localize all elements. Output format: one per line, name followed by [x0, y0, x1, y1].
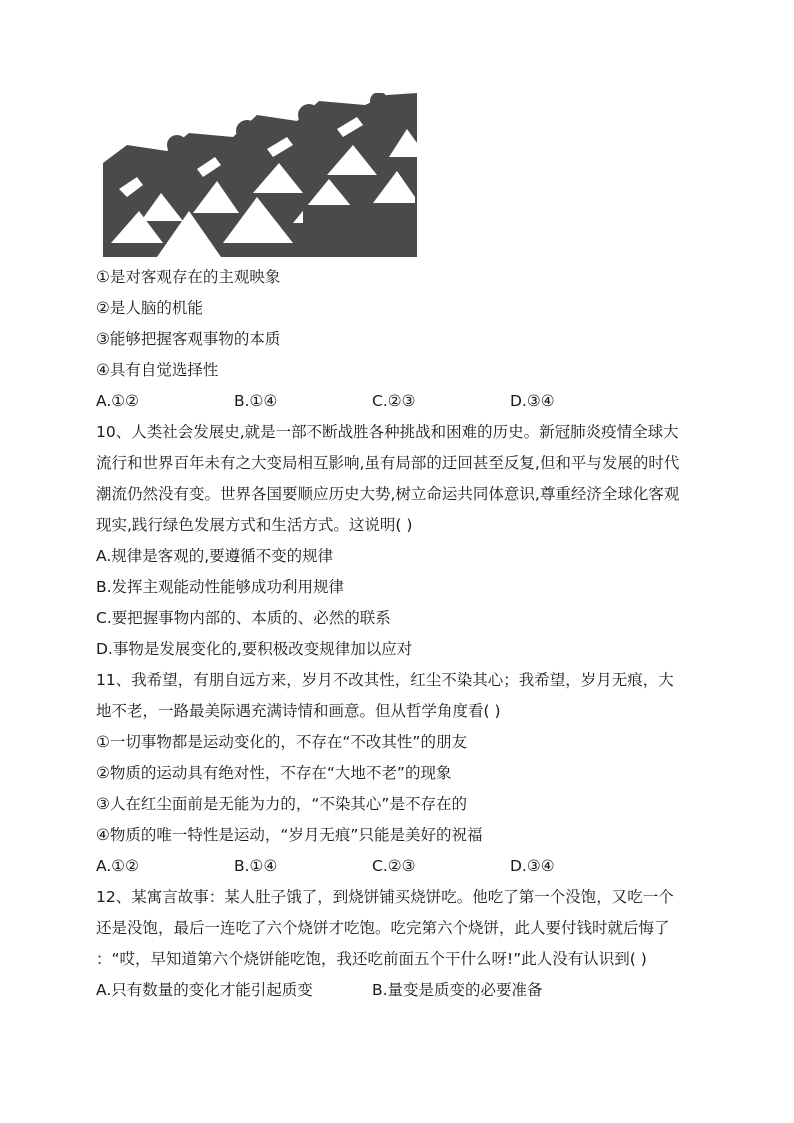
climbing-figures-image [97, 93, 421, 257]
q11-option-d: D.③④ [510, 857, 555, 875]
q12-stem-line-1: 12、某寓言故事：某人肚子饿了，到烧饼铺买烧饼吃。他吃了第一个没饱，又吃一个 [96, 888, 674, 906]
q11-options [96, 851, 716, 882]
q10-option-b: B.发挥主观能动性能够成功利用规律 [96, 578, 345, 596]
q12-stem-line-2: 还是没饱，最后一连吃了六个烧饼才吃饱。吃完第六个烧饼，此人要付钱时就后悔了 [96, 919, 670, 937]
q10-option-d: D.事物是发展变化的,要积极改变规律加以应对 [96, 640, 413, 658]
q10-stem-line-3: 潮流仍然没有变。世界各国要顺应历史大势,树立命运共同体意识,尊重经济全球化客观 [96, 485, 680, 503]
q9-option-a: A.①② [96, 392, 140, 410]
question-content [96, 262, 716, 1006]
q10-option-a: A.规律是客观的,要遵循不变的规律 [96, 547, 334, 565]
q9-statement-1: ①是对客观存在的主观映象 [96, 268, 281, 286]
q11-option-a: A.①② [96, 857, 140, 875]
q10-stem-line-1: 10、人类社会发展史,就是一部不断战胜各种挑战和困难的历史。新冠肺炎疫情全球大 [96, 423, 679, 441]
q11-stem-line-1: 11、我希望，有朋自远方来，岁月不改其性，红尘不染其心；我希望，岁月无痕，大 [96, 671, 674, 689]
q10-stem-line-4: 现实,践行绿色发展方式和生活方式。这说明( ) [96, 516, 413, 534]
q11-statement-2: ②物质的运动具有绝对性，不存在“大地不老”的现象 [96, 764, 452, 782]
q9-statement-2: ②是人脑的机能 [96, 299, 203, 317]
q9-option-c: C.②③ [372, 392, 416, 410]
q9-statement-4: ④具有自觉选择性 [96, 361, 219, 379]
q12-option-b: B.量变是质变的必要准备 [372, 981, 543, 999]
q9-option-b: B.①④ [234, 392, 278, 410]
q11-statement-3: ③人在红尘面前是无能为力的，“不染其心”是不存在的 [96, 795, 467, 813]
q12-option-a: A.只有数量的变化才能引起质变 [96, 981, 313, 999]
q11-statement-1: ①一切事物都是运动变化的，不存在“不改其性”的朋友 [96, 733, 467, 751]
q11-option-b: B.①④ [234, 857, 278, 875]
people-climbing-stairs-illustration [97, 93, 421, 257]
q10-option-c: C.要把握事物内部的、本质的、必然的联系 [96, 609, 391, 627]
q12-options [96, 975, 716, 1006]
q11-stem-line-2: 地不老，一路最美际遇充满诗情和画意。但从哲学角度看( ) [96, 702, 501, 720]
q10-stem-line-2: 流行和世界百年未有之大变局相互影响,虽有局部的迂回甚至反复,但和平与发展的时代 [96, 454, 680, 472]
q9-options [96, 386, 716, 417]
q12-stem-line-3: ：“哎，早知道第六个烧饼能吃饱，我还吃前面五个干什么呀!”此人没有认识到( ) [96, 950, 647, 968]
q11-option-c: C.②③ [372, 857, 416, 875]
q9-statement-3: ③能够把握客观事物的本质 [96, 330, 281, 348]
q9-option-d: D.③④ [510, 392, 555, 410]
q11-statement-4: ④物质的唯一特性是运动，“岁月无痕”只能是美好的祝福 [96, 826, 483, 844]
